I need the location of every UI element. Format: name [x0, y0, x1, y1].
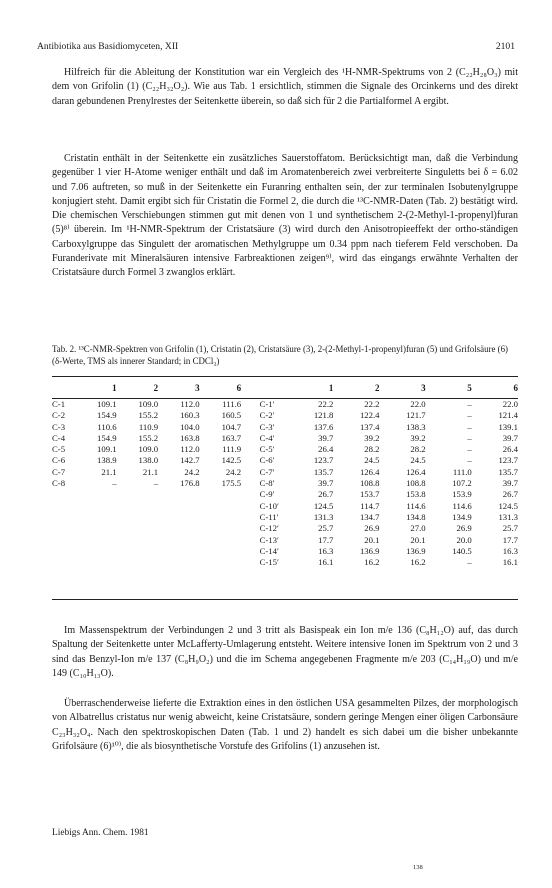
- table-cell: 111.0: [452, 466, 472, 477]
- table-cell: 176.8: [180, 478, 200, 489]
- table-row: [52, 489, 518, 500]
- table-cell: 107.2: [452, 478, 472, 489]
- col-header: 6: [513, 383, 518, 393]
- table-cell: 135.7: [498, 466, 518, 477]
- table-cell: 136.9: [359, 545, 380, 556]
- table-header-row: [52, 377, 518, 399]
- table-cell: 26.9: [456, 523, 472, 534]
- table-cell: C-14′: [259, 545, 279, 556]
- table-cell: 39.7: [502, 478, 518, 489]
- table-cell: 134.9: [452, 511, 472, 522]
- table-cell: C-3: [52, 421, 66, 432]
- table-cell: 138.3: [406, 421, 426, 432]
- table-cell: –: [467, 399, 472, 409]
- nmr-table: [52, 377, 518, 568]
- table-cell: 131.3: [313, 511, 334, 522]
- table-row: [52, 467, 518, 478]
- table-cell: 104.7: [221, 421, 242, 432]
- table-cell: –: [467, 455, 472, 466]
- table-row: [52, 478, 518, 489]
- table-cell: –: [467, 557, 472, 568]
- table-row: [52, 444, 518, 455]
- table-cell: C-5′: [259, 444, 275, 455]
- col-header: 6: [236, 383, 242, 393]
- table-row: [52, 535, 518, 546]
- table-cell: 137.6: [313, 421, 334, 432]
- table-cell: 26.7: [502, 489, 518, 500]
- table-cell: 20.1: [364, 534, 380, 545]
- col-header: 2: [375, 383, 380, 393]
- table-cell: C-2: [52, 410, 66, 421]
- table-cell: 39.7: [318, 432, 334, 443]
- table-cell: 112.0: [180, 444, 200, 455]
- table-cell: –: [467, 421, 472, 432]
- table-row: [52, 399, 518, 410]
- table-cell: C-1: [52, 399, 66, 409]
- table-row: [52, 512, 518, 523]
- journal-footer: Liebigs Ann. Chem. 1981: [52, 828, 149, 838]
- table-row: [52, 557, 518, 568]
- table-cell: C-13′: [259, 534, 279, 545]
- table-cell: C-8: [52, 478, 66, 489]
- col-header: 1: [328, 383, 334, 393]
- paragraph-3: Im Massenspektrum der Verbindungen 2 und 3 tritt als Basispeak ein Ion m/e 136 (C₈H₁₂O) auf, das durch Spaltung der Seitenkette unter McLafferty-Umlagerung entsteht. Weitere intensive Ionen im Spektrum von 2 und 3 sind das Benzyl-Ion m/e 137 (C₈H₉O₂) und die im Schema angegebenen Fragmente m/e 203 (C₁₄H₁₉O) und m/e 149 (C₁₀H₁₃O).: [52, 625, 518, 679]
- page-number: 2101: [495, 41, 515, 52]
- table-cell: 22.2: [364, 399, 380, 409]
- paragraph-4: Überraschenderweise lieferte die Extraktion eines in den östlichen USA gesammelten Pilzes, der morphologisch von Albatrellus cristatus nur wenig abweicht, keine Cristatsäure, sondern geringe Mengen einer öligen Carbonsäure C₂₃H₃₂O₄. Nach den spektroskopischen Daten (Tab. 1 und 2) handelt es sich dabei um die bisher unbekannte Grifolsäure (6)¹⁰⁾, die als biosynthetische Vorstufe des Grifolins (1) anzusehen ist.: [52, 698, 518, 752]
- table-cell: 109.0: [138, 399, 159, 409]
- table-cell: 28.2: [364, 444, 380, 455]
- table-cell: 175.5: [221, 478, 242, 489]
- table-cell: C-6: [52, 455, 66, 466]
- table-cell: 104.0: [180, 421, 200, 432]
- table-cell: C-15′: [259, 557, 279, 568]
- table-caption: Tab. 2. ¹³C-NMR-Spektren von Grifolin (1), Cristatin (2), Cristatsäure (3), 2-(2-Methyl-1-propenyl)furan (5) und Grifolsäure (6) (δ-Werte, TMS als innerer Standard; in CDCl₃): [52, 344, 508, 366]
- table-cell: 16.3: [318, 545, 334, 556]
- table-row: [52, 523, 518, 534]
- paragraph-1: Hilfreich für die Ableitung der Konstitution war ein Vergleich des ¹H-NMR-Spektrums von 2 (C₂₂H₂₈O₃) mit dem von Grifolin (1) (C₂₂H₃₂O₂). Wie aus Tab. 1 ersichtlich, stimmen die Signale des Orcinkerns und des direkt daran gebundenen Prenylrestes der Seitenkette überein, so daß sich für 2 die Partialformel A ergibt.: [52, 67, 518, 107]
- table-cell: 114.7: [360, 500, 380, 511]
- table-cell: –: [467, 410, 472, 421]
- table-cell: 140.5: [452, 545, 472, 556]
- table-cell: 22.0: [410, 399, 426, 409]
- col-header: 5: [467, 383, 472, 393]
- sheet-number: 138: [413, 864, 423, 871]
- table-cell: C-8′: [259, 478, 275, 489]
- table-cell: 28.2: [410, 444, 426, 455]
- table-cell: 25.7: [318, 523, 334, 534]
- table-cell: 163.7: [221, 432, 242, 443]
- table-bottom-rule: [52, 599, 518, 600]
- table-cell: 22.0: [502, 399, 518, 409]
- table-cell: 126.4: [406, 466, 426, 477]
- table-cell: 111.9: [222, 444, 242, 455]
- table-cell: 114.6: [452, 500, 472, 511]
- table-cell: 139.1: [498, 421, 518, 432]
- table-cell: C-7: [52, 466, 66, 477]
- table-cell: C-12′: [259, 523, 279, 534]
- table-cell: 16.1: [502, 557, 518, 568]
- table-cell: 109.0: [138, 444, 159, 455]
- table-cell: C-6′: [259, 455, 275, 466]
- table-cell: 24.5: [410, 455, 426, 466]
- table-cell: 142.7: [180, 455, 200, 466]
- table-cell: 26.4: [502, 444, 518, 455]
- table-cell: C-11′: [259, 511, 279, 522]
- table-cell: 26.7: [318, 489, 334, 500]
- col-header: 3: [195, 383, 200, 393]
- table-cell: C-9′: [259, 489, 275, 500]
- table-cell: 39.2: [364, 432, 380, 443]
- table-cell: C-5: [52, 444, 66, 455]
- col-header: 1: [112, 383, 117, 393]
- table-cell: 131.3: [498, 511, 518, 522]
- table-row: [52, 433, 518, 444]
- table-cell: 25.7: [502, 523, 518, 534]
- table-cell: 154.9: [97, 432, 117, 443]
- table-cell: –: [467, 432, 472, 443]
- table-cell: 26.4: [318, 444, 334, 455]
- table-cell: –: [153, 478, 159, 489]
- table-cell: 16.2: [410, 557, 426, 568]
- table-cell: 20.1: [410, 534, 426, 545]
- running-header: [37, 41, 515, 52]
- table-cell: 121.7: [406, 410, 426, 421]
- table-row: [52, 410, 518, 421]
- table-cell: 124.5: [498, 500, 518, 511]
- table-cell: 142.5: [221, 455, 242, 466]
- table-cell: 27.0: [410, 523, 426, 534]
- table-cell: 16.1: [318, 557, 334, 568]
- table-cell: 137.4: [359, 421, 380, 432]
- table-cell: 155.2: [138, 410, 159, 421]
- table-cell: 109.1: [97, 444, 117, 455]
- table-cell: 138.9: [97, 455, 117, 466]
- table-cell: –: [467, 444, 472, 455]
- table-cell: 121.4: [498, 410, 518, 421]
- col-header: 2: [153, 383, 159, 393]
- table-cell: 110.9: [138, 421, 159, 432]
- table-cell: 21.1: [101, 466, 117, 477]
- table-cell: 134.7: [359, 511, 380, 522]
- table-cell: 112.0: [180, 399, 200, 409]
- table-cell: 126.4: [359, 466, 380, 477]
- table-cell: 160.5: [221, 410, 242, 421]
- table-cell: 17.7: [318, 534, 334, 545]
- table-cell: 153.7: [359, 489, 380, 500]
- table-row: [52, 455, 518, 466]
- table-cell: C-2′: [259, 410, 275, 421]
- table-cell: 155.2: [138, 432, 159, 443]
- table-cell: C-4: [52, 432, 66, 443]
- table-cell: C-10′: [259, 500, 279, 511]
- table-cell: 136.9: [406, 545, 426, 556]
- table-cell: C-7′: [259, 466, 275, 477]
- table-cell: 153.8: [406, 489, 426, 500]
- table-cell: 122.4: [359, 410, 380, 421]
- table-cell: 21.1: [142, 466, 159, 477]
- table-row: [52, 422, 518, 433]
- table-cell: 154.9: [97, 410, 117, 421]
- table-cell: 121.8: [313, 410, 334, 421]
- table-cell: 109.1: [97, 399, 117, 409]
- table-cell: C-1′: [259, 399, 275, 409]
- table-cell: 20.0: [456, 534, 472, 545]
- table-cell: 39.7: [502, 432, 518, 443]
- table-cell: 160.3: [180, 410, 200, 421]
- table-cell: 39.7: [318, 478, 334, 489]
- table-cell: 108.8: [359, 478, 380, 489]
- table-cell: C-3′: [259, 421, 275, 432]
- table-cell: 134.8: [406, 511, 426, 522]
- table-cell: 114.6: [406, 500, 426, 511]
- table-cell: 138.0: [138, 455, 159, 466]
- table-cell: 39.2: [410, 432, 426, 443]
- table-cell: 24.5: [364, 455, 380, 466]
- table-cell: 108.8: [406, 478, 426, 489]
- running-title: Antibiotika aus Basidiomyceten, XII: [37, 41, 179, 52]
- table-cell: 16.2: [364, 557, 380, 568]
- table-cell: –: [112, 478, 117, 489]
- table-cell: 26.9: [364, 523, 380, 534]
- table-cell: 16.3: [502, 545, 518, 556]
- table-cell: 163.8: [180, 432, 200, 443]
- paragraph-2: Cristatin enthält in der Seitenkette ein zusätzliches Sauerstoffatom. Berücksichtigt man, daß die Verbindung gegenüber 1 vier H-Atome weniger enthält und daß im Aromatenbereich zwei verbreiterte Singuletts bei δ = 6.02 und 7.06 auftreten, so muß in der Seitenkette ein Furanring enthalten sein, der zur terminalen Isobutenylgruppe konjugiert steht. Damit ergibt sich für Cristatin die Formel 2, die durch die ¹³C-NMR-Daten (Tab. 2) bestätigt wird. Die chemischen Verschiebungen stimmen gut mit denen von 1 und synthetischem 2-(2-Methyl-1-propenyl)furan (5)⁸⁾ überein. Im ¹H-NMR-Spektrum der Cristatsäure (3) wird durch den Anisotropieeffekt der ortho-ständigen Carboxylgruppe das Singulett der aromatischen Methylgruppe um 0.34 ppm nach tieferem Feld verschoben. Da Furanderivate mit Mineralsäuren intensive Farbreaktionen zeigen⁹⁾, wird das eingangs erwähnte Verhalten der Cristatsäure durch Formel 3 zwanglos erklärt.: [52, 153, 518, 279]
- table-row: [52, 501, 518, 512]
- table-cell: 24.2: [225, 466, 242, 477]
- table-cell: 135.7: [313, 466, 334, 477]
- table-cell: 153.9: [452, 489, 472, 500]
- table-cell: 17.7: [502, 534, 518, 545]
- table-cell: 123.7: [498, 455, 518, 466]
- table-cell: C-4′: [259, 432, 275, 443]
- table-cell: 123.7: [313, 455, 334, 466]
- table-row: [52, 546, 518, 557]
- table-cell: 24.2: [184, 466, 200, 477]
- col-header: 3: [421, 383, 426, 393]
- table-cell: 22.2: [318, 399, 334, 409]
- table-cell: 110.6: [97, 421, 117, 432]
- table-cell: 124.5: [313, 500, 334, 511]
- table-cell: 111.6: [222, 399, 242, 409]
